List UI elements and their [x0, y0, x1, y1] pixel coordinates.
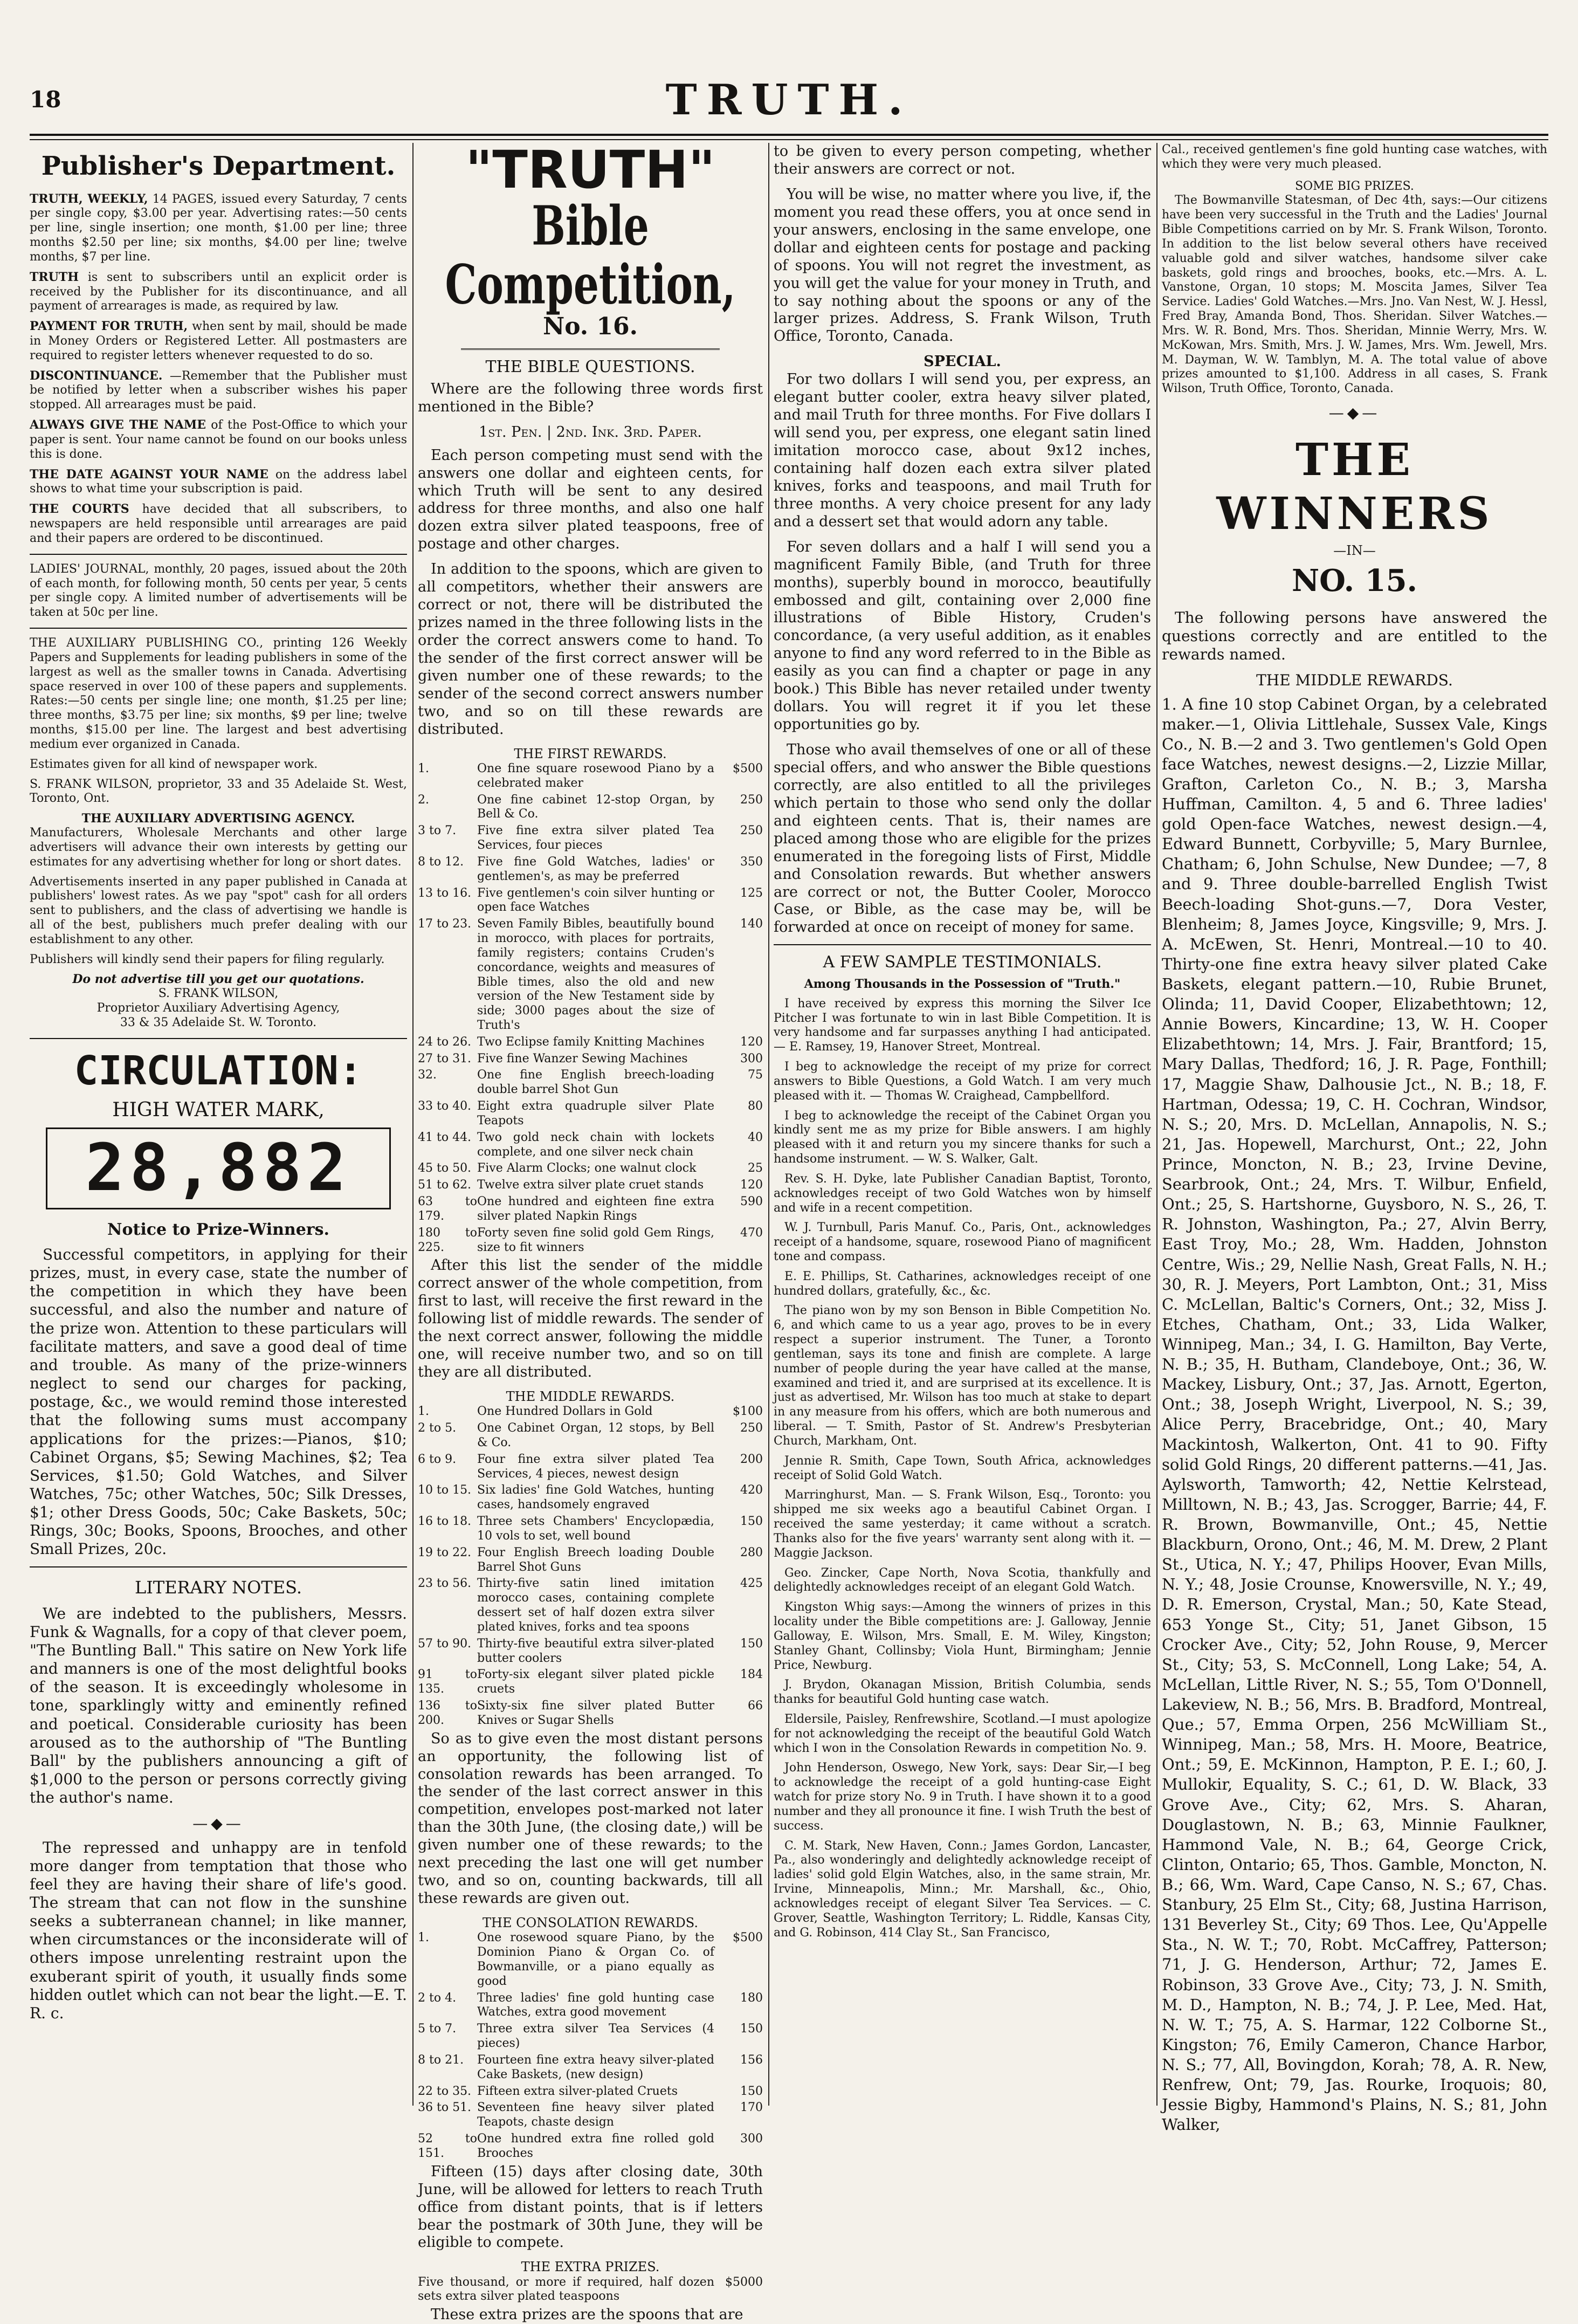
competition-body: Each person competing must send with the answers one dollar and eighteen cents, for which Truth will be sent to any desired address for three months, and also one half dozen extra silver plated teaspoons, free of postage and other charges.	[418, 446, 763, 553]
reward-description: Forty seven fine solid gold Gem Rings, size to fit winners	[477, 1226, 714, 1254]
reward-range: 22 to 35.	[418, 2084, 472, 2098]
testimonial-item: I have received by express this morning the Silver Ice Pitcher I was fortunate to win in last Bible Competition. It is very handsome and far surpasses anything I had anticipated. — E. Ramsey, 19, Hanover Street, Montreal.	[774, 996, 1151, 1054]
big-prizes-text: The Bowmanville Statesman, of Dec 4th, says:—Our citizens have been very successful in the Truth and the Ladies' Journal Bible Competitions carried on by Mr. S. Frank Wilson, Toronto. In addition to the list below several others have received valuable gold and silver watches, handsome silver cake baskets, gold rings and brooches, books, etc.—Mrs. A. L. Vanstone, Organ, 10 stops; M. Moscita James, Silver Tea Service. Ladies' Gold Watches.—Mrs. Jno. Van Nest, W. J. Hessl, Fred Bray, Amanda Bond, Thos. Sheridan. Silver Watches.—Mrs. W. R. Bond, Mrs. Thos. Sheridan, Minnie Werry, Mrs. W. McKowan, Mrs. Smith, Mrs. J. W. James, Mrs. Wm. Jewell, Mrs. M. Dayman, W. W. Tamblyn, M. A. The total value of above prizes amounted to $1,100. Address in all cases, S. Frank Wilson, Truth Office, Toronto, Canada.	[1162, 194, 1547, 396]
reward-amount: 80	[748, 1099, 763, 1113]
agency-title: THE AUXILIARY ADVERTISING AGENCY.	[81, 812, 355, 826]
reward-range: 17 to 23.	[418, 917, 472, 931]
page-number: 18	[30, 86, 61, 113]
reward-amount: $500	[733, 1931, 763, 1945]
reward-row	[418, 1195, 763, 1224]
reward-row	[418, 2085, 763, 2099]
reward-amount: $5000	[725, 2275, 763, 2289]
agency-signature: S. FRANK WILSON,	[158, 987, 279, 1001]
reward-row	[418, 1178, 763, 1193]
notice-item	[30, 270, 407, 314]
ladies-journal-notice: LADIES' JOURNAL, monthly, 20 pages, issued about the 20th of each month, for following month, 50 cents per year, 5 cents per single copy. A limited number of advertisements will be taken at 50c per line.	[30, 562, 407, 620]
reward-row	[418, 855, 763, 884]
reward-description: Six ladies' fine Gold Watches, hunting cases, handsomely engraved	[477, 1483, 714, 1512]
first-rewards-list	[418, 762, 763, 1255]
testimonial-item: W. J. Turnbull, Paris Manuf. Co., Paris, Ont., acknowledges receipt of a handsome, square, rosewood Piano of magnificent tone and compass.	[774, 1221, 1151, 1263]
column-rule	[1156, 143, 1157, 2106]
reward-description: One Cabinet Organ, 12 stops, by Bell & Co.	[477, 1421, 714, 1449]
testimonials-subtitle: Among Thousands in the Possession of "Truth."	[804, 977, 1121, 991]
reward-range: 24 to 26.	[418, 1035, 472, 1049]
consolation-intro: So as to give even the most distant persons an opportunity, the following list of consolation rewards has been arranged. To the sender of the last correct answer in this competition, envelopes post-marked not later than the 30th June, (the closing date,) will be given number one of these rewards; to the next preceding the last one will get number two, and so on, counting backwards, till all these rewards are given out.	[418, 1730, 763, 1907]
reward-range: 19 to 22.	[418, 1545, 472, 1559]
auxiliary-notice: THE AUXILIARY PUBLISHING CO., printing 126 Weekly Papers and Supplements for leading publishers in some of the largest as well as the smaller towns in Canada. Advertising space reserved in over 100 of these papers and supplements. Rates:—50 cents per single line; one month, $1.25 per line; three months, $3.75 per line; six months, $9 per line; twelve months, $15.00 per line. The largest and best advertising medium ever organized in Canada.	[30, 636, 407, 751]
reward-row	[418, 1699, 763, 1728]
winners-middle-title: THE MIDDLE REWARDS.	[1256, 671, 1453, 690]
reward-row	[418, 2053, 763, 2082]
reward-description: Four English Breech loading Double Barrel Shot Guns	[477, 1545, 714, 1574]
reward-description: One rosewood square Piano, by the Dominion Piano & Organ Co. of Bowmanville, or a piano equally as good	[477, 1931, 714, 1988]
reward-range: 51 to 62.	[418, 1178, 472, 1192]
reward-description: Five thousand, or more if required, half dozen sets extra silver plated teaspoons	[418, 2275, 714, 2304]
first-rewards-title: THE FIRST REWARDS.	[514, 746, 667, 761]
extra-prize-row	[418, 2275, 763, 2305]
agency-text: Advertisements inserted in any paper published in Canada at publishers' lowest rates. As we pay "spot" cash for all orders sent to publishers, and the class of advertising we handle is all of the best, publishers much prefer dealing with our establishment to any other.	[30, 875, 407, 946]
reward-amount: 120	[740, 1035, 763, 1049]
testimonials-title: A FEW SAMPLE TESTIMONIALS.	[823, 953, 1102, 972]
agency-signature: 33 & 35 Adelaide St. W. Toronto.	[120, 1015, 317, 1029]
reward-description: Thirty-five satin lined imitation morocco cases, containing complete dessert set of half dozen extra silver plated knives, forks and tea spoons	[477, 1577, 714, 1634]
reward-range: 1.	[418, 1931, 429, 1945]
reward-description: Three extra silver Tea Services (4 pieces)	[477, 2022, 714, 2051]
middle-intro: After this list the sender of the middle correct answer of the whole competition, from first to last, will receive the first reward in the following list of middle rewards. The sender of the next correct answer, following the middle one, will receive number two, and so on till they are all distributed.	[418, 1257, 763, 1381]
reward-row	[418, 1052, 763, 1067]
testimonial-item: Rev. S. H. Dyke, late Publisher Canadian Baptist, Toronto, acknowledges receipt of two Gold Watches won by himself and wife in a recent competition.	[774, 1172, 1151, 1215]
reward-range: 32.	[418, 1068, 437, 1082]
proprietor-notice: S. FRANK WILSON, proprietor, 33 and 35 Adelaide St. West, Toronto, Ont.	[30, 777, 407, 806]
prize-notice-text: Successful competitors, in applying for their prizes, must, in every case, state the number of the competition in which they have been successful, and also the number and nature of the prize won. Attention to these particulars will facilitate matters, and save a good deal of time and trouble. As many of the prize-winners neglect to send our charges for packing, postage, &c., we would remind those interested that the following sums must accompany applications for the prizes:—Pianos, $10; Cabinet Organs, $5; Sewing Machines, $2; Tea Services, $1.50; Gold Watches, and Silver Watches, 75c; other Watches, 50c; Silk Dresses, $1; other Dress Goods, 50c; Cake Baskets, 50c; Rings, 30c; Books, Spoons, Brooches, and other Small Prizes, 20c.	[30, 1245, 407, 1558]
notice-text: of the Post-Office to which your paper is sent. Your name cannot be found on our books unless this is done.	[30, 418, 407, 461]
reward-row	[418, 1099, 763, 1129]
reward-range: 1.	[418, 761, 429, 775]
column-rule	[768, 143, 769, 2106]
reward-range: 3 to 7.	[418, 824, 457, 838]
literary-text: The repressed and unhappy are in tenfold more danger from temptation that those who feel they are having their share of life's good. The stream that can not flow in the sunshine seeks a subterranean channel; in like manner, when circumstances or the inconsiderate will of others impose unrelenting restraint upon the exuberant spirit of youth, it usually finds some hidden outlet which can not bear the light.—E. T. R. c.	[30, 1838, 407, 2022]
reward-amount: 200	[740, 1452, 763, 1466]
reward-amount: 425	[740, 1577, 763, 1591]
testimonial-item: J. Brydon, Okanagan Mission, British Columbia, sends thanks for beautiful Gold hunting case watch.	[774, 1678, 1151, 1707]
testimonial-item: The piano won by my son Benson in Bible Competition No. 6, and which came to us a year ago, proves to be in every respect a superior instrument. The Tuner, a Toronto gentleman, says its tone and finish are complete. A large number of people during the year have called at the manse, examined and tried it, and are surprised at its excellence. It is just as advertised, Mr. Wilson has too much at stake to depart in any measure from his offers, which are both numerous and liberal. — T. Smith, Pastor of St. Andrew's Presbyterian Church, Markham, Ont.	[774, 1304, 1151, 1448]
notice-lead: PAYMENT FOR TRUTH,	[30, 319, 188, 334]
special-text: For two dollars I will send you, per express, an elegant butter cooler, extra heavy silver plated, and mail Truth for three months. For Five dollars I will send you, per express, one elegant satin lined imitation morocco case, about 9x12 inches, containing half dozen each extra silver plated knives, forks and teaspoons, and mail Truth for three months. A very choice present for any lady and a dessert set that would adorn any table.	[774, 371, 1151, 530]
reward-row	[418, 1577, 763, 1634]
column-rule	[412, 143, 414, 2106]
winners-intro: The following persons have answered the questions correctly and are entitled to the rewards named.	[1162, 608, 1547, 664]
reward-amount: 250	[740, 824, 763, 838]
notice-text: have decided that all subscribers, to newspapers are held responsible until arrearages are paid and their papers are ordered to be discontinued.	[30, 503, 408, 545]
agency-note: Do not advertise till you get our quotations.	[72, 972, 364, 987]
reward-amount: 300	[740, 1051, 763, 1065]
reward-row	[418, 1515, 763, 1544]
notice-text: on the address label shows to what time your subscription is paid.	[30, 467, 407, 496]
reward-amount: 150	[740, 2022, 763, 2036]
notice-item	[30, 192, 407, 265]
reward-range: 180 to 225.	[418, 1226, 477, 1254]
reward-row	[418, 1421, 763, 1450]
reward-description: Eight extra quadruple silver Plate Teapots	[477, 1099, 714, 1127]
reward-amount: 250	[740, 793, 763, 807]
estimates-notice: Estimates given for all kind of newspaper work.	[30, 757, 318, 771]
reward-description: One fine cabinet 12-stop Organ, by Bell & Co.	[477, 793, 714, 821]
reward-row	[418, 2022, 763, 2051]
masthead-rule	[30, 134, 1548, 140]
reward-description: Thirty-five beautiful extra silver-plated butter coolers	[477, 1637, 714, 1665]
reward-amount: 140	[740, 917, 763, 931]
reward-range: 2.	[418, 793, 429, 807]
reward-amount: 170	[740, 2101, 763, 2115]
divider	[30, 1566, 407, 1567]
column-offers	[774, 143, 1151, 2106]
reward-amount: 300	[740, 2132, 763, 2146]
reward-description: Three sets Chambers' Encyclopædia, 10 vols to set, well bound	[477, 1515, 714, 1543]
reward-range: 13 to 16.	[418, 886, 472, 900]
reward-range: 1.	[418, 1405, 429, 1419]
divider	[461, 348, 720, 350]
notice-text: 14 PAGES, issued every Saturday, 7 cents per single copy, $3.00 per year. Advertising rates:—50 cents per line, single insertion; one month, $1.00 per line; three months $2.50 per line; six months, $4.00 per line; twelve months, $7 per line.	[30, 192, 407, 264]
testimonial-item: Jennie R. Smith, Cape Town, South Africa, acknowledges receipt of Solid Gold Watch.	[774, 1454, 1151, 1482]
agency-text: Publishers will kindly send their papers for filing regularly.	[30, 952, 385, 966]
reward-description: Five fine extra silver plated Tea Services, four pieces	[477, 824, 714, 852]
bible-offer-text: For seven dollars and a half I will send you a magnificent Family Bible, (and Truth for three months), superbly bound in morocco, beautifully embossed and gilt, containing over 2,000 fine illustrations of Bible History, Cruden's concordance, (a very useful addition, as it enables anyone to find any word referred to in the Bible as easily as you can find a chapter or page in any book.) This Bible has never retailed under twenty dollars. You will regret it if you let these opportunities go by.	[774, 538, 1151, 733]
publishers-heading: Publisher's Department.	[41, 151, 396, 181]
reward-description: One Hundred Dollars in Gold	[477, 1405, 653, 1419]
reward-description: Seventeen fine heavy silver plated Teapots, chaste design	[477, 2101, 714, 2129]
reward-row	[418, 1546, 763, 1575]
literary-text: We are indebted to the publishers, Messrs. Funk & Wagnalls, for a copy of that clever poem, "The Buntling Ball." This satire on New York life and manners is one of the most delightful books of the season. It is exceedingly wholesome in tone, sparklingly witty and eminently refined and poetical. Considerable curiosity has been aroused as to the authorship of "The Buntling Ball" by the publishers announcing a gift of $1,000 to the person or persons correctly giving the author's name.	[30, 1604, 407, 1807]
reward-amount: 250	[740, 1421, 763, 1435]
continued-text: to be given to every person competing, whether their answers are correct or not.	[774, 143, 1151, 177]
reward-range: 6 to 9.	[418, 1452, 457, 1466]
big-prizes-title: SOME BIG PRIZES.	[1295, 179, 1414, 193]
reward-description: Two Eclipse family Knitting Machines	[477, 1035, 705, 1049]
agency-signature: Proprietor Auxiliary Advertising Agency,	[97, 1001, 340, 1015]
reward-description: Five Alarm Clocks; one walnut clock	[477, 1161, 697, 1175]
testimonial-item: Geo. Zincker, Cape North, Nova Scotia, thankfully and delightedly acknowledges receipt of an elegant Gold Watch.	[774, 1566, 1151, 1594]
reward-row	[418, 1991, 763, 2020]
questions-intro: Where are the following three words first mentioned in the Bible?	[418, 380, 763, 415]
extra-tail: These extra prizes are the spoons that are	[431, 2306, 743, 2323]
reward-range: 41 to 44.	[418, 1130, 472, 1144]
reward-amount: 150	[740, 2084, 763, 2098]
prize-notice-title: Notice to Prize-Winners.	[107, 1220, 329, 1240]
reward-range: 45 to 50.	[418, 1161, 472, 1175]
reward-amount: 150	[740, 1637, 763, 1651]
masthead: TRUTH.	[665, 75, 913, 125]
competition-title-truth: "TRUTH"	[465, 140, 715, 200]
consolation-rewards-title: THE CONSOLATION REWARDS.	[483, 1915, 698, 1931]
testimonial-item: C. M. Stark, New Haven, Conn.; James Gordon, Lancaster, Pa., also wonderingly and delightedly acknowledge receipt of ladies' solid gold Elgin Watches, also, in the same strain, Mr. Irvine, Minneapolis, Minn.; Mr. Marshall, &c., Ohio, acknowledges receipt of elegant Silver Tea Services. — C. Grover, Seattle, Washington Territory; L. Riddle, Kansas City, and G. Robinson, 414 Clay St., San Francisco,	[774, 1839, 1151, 1940]
reward-range: 5 to 7.	[418, 2022, 457, 2036]
notice-text: when sent by mail, should be made in Money Orders or Registered Letter. All postmasters are required to register letters whenever requested to do so.	[30, 320, 408, 362]
reward-range: 2 to 5.	[418, 1421, 457, 1435]
consolation-rewards-list	[418, 1931, 763, 2161]
divider	[30, 628, 407, 629]
notice-lead: TRUTH	[30, 270, 79, 284]
testimonial-item: I beg to acknowledge the receipt of the Cabinet Organ you kindly sent me as my prize for Bible answers. I am highly pleased with it and return you my sincere thanks for such a handsome instrument. — W. S. Walker, Galt.	[774, 1109, 1151, 1166]
reward-row	[418, 824, 763, 853]
testimonial-item: Kingston Whig says:—Among the winners of prizes in this locality under the Bible competitions are: J. Galloway, Jennie Galloway, E. Wilson, Mrs. Small, E. M. Wiley, Kingston; Stanley Ghant, Collinsby; Viola Hunt, Birmingham; Jennie Price, Newburg.	[774, 1600, 1151, 1672]
notice-item	[30, 319, 407, 363]
reward-range: 27 to 31.	[418, 1051, 472, 1065]
reward-amount: 125	[740, 886, 763, 900]
notice-text: —Remember that the Publisher must be notified by letter when a subscriber wishes his paper stopped. All arrearages must be paid.	[30, 369, 407, 412]
reward-row	[418, 1161, 763, 1176]
reward-row	[418, 1405, 763, 1419]
reward-amount: 120	[740, 1178, 763, 1192]
notice-item	[30, 467, 407, 497]
competition-body: In addition to the spoons, which are given to all competitors, whether their answers are correct or not, there will be distributed the prizes named in the three following lists in the order the correct answers come to hand. To the sender of the first correct answer will be given number one of these rewards; to the sender of the second correct answers number two, and so on till these rewards are distributed.	[418, 561, 763, 738]
notice-item	[30, 502, 407, 546]
bible-words: 1st. Pen. | 2nd. Ink. 3rd. Paper.	[479, 423, 702, 441]
reward-row	[418, 886, 763, 916]
circulation-subtitle: HIGH WATER MARK,	[112, 1099, 325, 1122]
notice-lead: DISCONTINUANCE.	[30, 368, 163, 383]
reward-amount: 150	[740, 1515, 763, 1529]
reward-amount: 75	[748, 1068, 763, 1082]
notice-lead: TRUTH, WEEKLY,	[30, 191, 148, 206]
reward-range: 23 to 56.	[418, 1577, 472, 1591]
reward-amount: 280	[740, 1545, 763, 1559]
reward-amount: 156	[740, 2053, 763, 2067]
winners-title: THE WINNERS	[1216, 434, 1493, 540]
reward-amount: $100	[733, 1405, 763, 1419]
reward-row	[418, 1931, 763, 1989]
reward-description: Five fine Wanzer Sewing Machines	[477, 1051, 688, 1065]
ornament-divider: —◆—	[192, 1814, 244, 1833]
notice-item	[30, 369, 407, 412]
reward-description: Five fine Gold Watches, ladies' or gentlemen's, as may be preferred	[477, 855, 714, 883]
closing-text: Fifteen (15) days after closing date, 30th June, will be allowed for letters to reach Truth office from distant points, that is if letters bear the postmark of 30th June, they will be eligible to compete.	[418, 2163, 763, 2251]
ornament-divider: —◆—	[1328, 404, 1381, 422]
notice-lead: ALWAYS GIVE THE NAME	[30, 418, 206, 432]
winners-number: NO. 15.	[1291, 562, 1418, 599]
reward-description: Three ladies' fine gold hunting case Watches, extra good movement	[477, 1991, 714, 2019]
offer-text: You will be wise, no matter where you live, if, the moment you read these offers, you at once send in your answers, enclosing in the same envelope, one dollar and eighteen cents for postage and packing of spoons. You will not regret the investment, as you will get the value for your money in Truth, and to say nothing about the spoons or any of the larger prizes. Address, S. Frank Wilson, Truth Office, Toronto, Canada.	[774, 185, 1151, 345]
testimonial-item: I beg to acknowledge the receipt of my prize for correct answers to Bible Questions, a Gold Watch. I am very much pleased with it. — Thomas W. Craighead, Campbellford.	[774, 1060, 1151, 1103]
column-winners	[1162, 143, 1547, 2134]
publisher-notices	[30, 192, 407, 1030]
notice-item	[30, 418, 407, 462]
reward-row	[418, 762, 763, 791]
agency-text: Manufacturers, Wholesale Merchants and other large advertisers will advance their own interests by getting our estimates for any advertising whether for long or short dates.	[30, 826, 407, 869]
reward-range: 8 to 21.	[418, 2053, 464, 2067]
special-title: SPECIAL.	[924, 353, 1001, 370]
reward-amount: 180	[740, 1991, 763, 2005]
reward-amount: 66	[748, 1699, 763, 1713]
reward-row	[418, 1483, 763, 1512]
reward-row	[418, 1226, 763, 1255]
reward-range: 10 to 15.	[418, 1483, 472, 1497]
competition-number: No. 16.	[543, 312, 638, 340]
circulation-title: CIRCULATION:	[74, 1047, 363, 1094]
testimonial-item: E. E. Phillips, St. Catharines, acknowledges receipt of one hundred dollars, gratefully, &c., &c.	[774, 1269, 1151, 1298]
reward-range: 33 to 40.	[418, 1099, 472, 1113]
reward-row	[418, 1637, 763, 1666]
reward-description: Sixty-six fine silver plated Butter Knives or Sugar Shells	[477, 1699, 714, 1727]
reward-description: Fourteen fine extra heavy silver-plated Cake Baskets, (new design)	[477, 2053, 714, 2081]
reward-amount: 184	[740, 1668, 763, 1682]
reward-row	[418, 1035, 763, 1050]
reward-range: 52 to 151.	[418, 2132, 477, 2160]
reward-row	[418, 1068, 763, 1097]
testimonial-item: Eldersile, Paisley, Renfrewshire, Scotland.—I must apologize for not acknowledging the receipt of the beautiful Gold Watch which I won in the Consolation Rewards in competition No. 9.	[774, 1713, 1151, 1755]
notice-lead: THE DATE AGAINST YOUR NAME	[30, 467, 268, 482]
reward-range: 136 to 200.	[418, 1699, 477, 1727]
reward-amount: $500	[733, 761, 763, 775]
middle-rewards-title: THE MIDDLE REWARDS.	[506, 1388, 675, 1404]
reward-amount: 420	[740, 1483, 763, 1497]
reward-description: Five gentlemen's coin silver hunting or open face Watches	[477, 886, 714, 915]
divider	[774, 944, 1151, 945]
reward-description: Fifteen extra silver-plated Cruets	[477, 2084, 678, 2098]
reward-range: 91 to 135.	[418, 1668, 477, 1696]
testimonial-item: John Henderson, Oswego, New York, says: Dear Sir,—I beg to acknowledge the receipt of a gold hunting-case Eight watch for prize story No. 9 in Truth. I have shown it to a good number and they all pronounce it fine. I wish Truth the best of success.	[774, 1761, 1151, 1833]
winners-in: —IN—	[1333, 543, 1376, 559]
winners-list: 1. A fine 10 stop Cabinet Organ, by a celebrated maker.—1, Olivia Littlehale, Sussex Vale, Kings Co., N. B.—2 and 3. Two gentlemen's Gold Open face Watches, newest designs.—2, Lizzie Millar, Grafton, Carleton Co., N. B.; 3, Marsha Huffman, Camilton. 4, 5 and 6. Three ladies' gold Open-face Watches, newest design.—4, Edward Bunnett, Corbyville; 5, Mary Burnlee, Chatham; 6, John Schulse, New Dundee; —7, 8 and 9. Three double-barrelled English Twist Beech-loading Shot-guns.—7, Dora Vester, Blenheim; 8, James Joyce, Kingsville; 9, Mrs. J. A. McEwen, St. Henri, Montreal.—10 to 40. Thirty-one fine extra heavy silver plated Cake Baskets, elegant pattern.—10, Rubie Brunet, Olinda; 11, David Cooper, Elizabethtown; 12, Annie Bowers, Kincardine; 13, W. H. Cooper Elizabethtown; 14, Mrs. J. Fair, Brantford; 15, Mary Dallas, Thedford; 16, J. R. Page, Fonthill; 17, Maggie Shaw, Dalhousie Jct., N. B.; 18, F. Hartman, Odessa; 19, C. H. Cochran, Windsor, N. S.; 20, Mrs. D. McLellan, Annapolis, N. S.; 21, Jas. Hopewell, Marchurst, Ont.; 22, John Prince, Moncton, N. B.; 23, Irvine Devine, Searbrook, Ont.; 24, Mrs. T. Wilbur, Enfield, Ont.; 25, S. Hartshorne, Guysboro, N. S., 26, T. R. Johnston, Washington, Pa.; 27, Alvin Berry, East Troy, Mo.; 28, Wm. Hadden, Johnston Centre, Wis.; 29, Nellie Nash, Great Falls, N. H.; 30, R. J. Meyers, Port Lambton, Ont.; 31, Miss C. McLellan, Baltic's Corners, Ont.; 32, Miss J. Etches, Chatham, Ont.; 33, Lida Walker, Winnipeg, Man.; 34, I. G. Hamilton, Bay Verte, N. B.; 35, H. Butham, Clandeboye, Ont.; 36, W. Mackey, Lisbury, Ont.; 37, Jas. Arnott, Egerton, Ont.; 38, Joseph Wright, Liverpool, N. S.; 39, Alice Perry, Bracebridge, Ont.; 40, Mary Mackintosh, Walkerton, Ont. 41 to 90. Fifty solid Gold Rings, 20 different patterns.—41, Jas. Aylsworth, Tamworth; 42, Nettie Kelrstead, Milltown, N. B.; 43, Jas. Scrogger, Barrie; 44, F. R. Brown, Bowmanville, Ont.; 45, Nettie Blackburn, Orono, Ont.; 46, M. M. Drew, 2 Plant St., Utica, N. Y.; 47, Philips Hoover, Evan Mills, N. Y.; 48, Josie Crounse, Knowersville, N. Y.; 49, D. R. Emerson, Crystal, Man.; 50, Kate Stead, 653 Yonge St., City; 51, Janet Gibson, 15 Crocker Ave., City; 52, John Rouse, 9, Mercer St., City; 53, S. McConnell, Long Lake; 54, A. McLellan, Little River, N. S.; 55, Tom O'Donnell, Lakeview, N. B.; 56, Mrs. B. Bradford, Montreal, Que.; 57, Emma Orpen, 256 McWilliam St., Winnipeg, Man.; 58, Mrs. H. Moore, Beatrice, Ont.; 59, E. McKinnon, Hampton, P. E. I.; 60, J. Mullokir, Equality, S. C.; 61, D. W. Black, 33 Grove Ave., City; 62, Mrs. S. Aharan, Douglastown, N. B.; 63, Minnie Faulkner, Hammond Vale, N. B.; 64, George Crick, Clinton, Ontario; 65, Thos. Gamble, Moncton, N. B.; 66, Wm. Ward, Cape Canso, N. S.; 67, Chas. Stanbury, 25 Elm St., City; 68, Justina Harrison, 131 Beverley St., City; 69 Thos. Lee, Qu'Appelle Sta., N. W. T.; 70, Robt. McCaffrey, Patterson; 71, J. G. Henderson, Arthur; 72, James E. Robinson, 33 Grove Ave., City; 73, J. N. Smith, M. D., Hampton, N. B.; 74, J. P. Lee, Med. Hat, N. W. T.; 75, A. S. Harmar, 122 Colborne St., Kingston; 76, Emily Cameron, Chance Harbor, N. S.; 77, All, Bovingdon, Korah; 78, A. R. New, Renfrew, Ont; 79, Jas. Rourke, Iroquois; 80, Jessie Bigby, Hammond's Plains, N. S.; 81, John Walker,	[1162, 695, 1547, 2134]
literary-title: LITERARY NOTES.	[134, 1577, 302, 1598]
reward-description: Twelve extra silver plate cruet stands	[477, 1178, 704, 1192]
testimonial-list	[774, 997, 1151, 1941]
reward-description: One hundred extra fine rolled gold Brooches	[477, 2132, 714, 2160]
reward-row	[418, 917, 763, 1033]
reward-description: Forty-six elegant silver plated pickle cruets	[477, 1668, 714, 1696]
questions-title: THE BIBLE QUESTIONS.	[485, 357, 695, 377]
reward-amount: 470	[740, 1226, 763, 1240]
column-publishers	[30, 143, 407, 2106]
circulation-number: 28,882	[46, 1127, 391, 1209]
competition-title: Bible Competition,	[445, 195, 736, 317]
reward-range: 63 to 179.	[418, 1195, 477, 1223]
reward-description: Four fine extra silver plated Tea Services, 4 pieces, newest design	[477, 1452, 714, 1481]
avail-text: Those who avail themselves of one or all of these special offers, and who answer the Bible questions correctly, are also entitled to all the privileges which pertain to those who send only the dollar and eighteen cents. That is, their names are placed among those who are eligible for the prizes enumerated in the foregoing lists of First, Middle and Consolation rewards. But whether answers are correct or not, the Butter Cooler, Morocco Case, or Bible, as the case may be, will be forwarded at once on receipt of money for same.	[774, 741, 1151, 936]
reward-row	[418, 2101, 763, 2130]
reward-row	[418, 1131, 763, 1160]
reward-range: 16 to 18.	[418, 1515, 472, 1529]
reward-range: 57 to 90.	[418, 1637, 472, 1651]
reward-description: One fine English breech-loading double barrel Shot Gun	[477, 1068, 714, 1097]
reward-amount: 350	[740, 855, 763, 869]
reward-row	[418, 1453, 763, 1482]
divider	[30, 554, 407, 555]
reward-description: One fine square rosewood Piano by a celebrated maker	[477, 761, 714, 790]
reward-range: 36 to 51.	[418, 2101, 472, 2115]
middle-rewards-list	[418, 1405, 763, 1728]
reward-amount: 40	[748, 1130, 763, 1144]
divider	[30, 1038, 407, 1039]
reward-range: 8 to 12.	[418, 855, 464, 869]
reward-amount: 590	[740, 1195, 763, 1209]
reward-amount: 25	[748, 1161, 763, 1175]
reward-row	[418, 1668, 763, 1697]
continued-text: Cal., received gentlemen's fine gold hunting case watches, with which they were very much pleased.	[1162, 143, 1547, 171]
extra-prizes-title: THE EXTRA PRIZES.	[521, 2259, 660, 2275]
reward-description: Seven Family Bibles, beautifully bound in morocco, with places for portraits, family registers; contains Cruden's concordance, weights and measures of Bible times, also the old and new version of the New Testament side by side; 3000 pages about the size of Truth's	[477, 917, 714, 1032]
reward-row	[418, 2132, 763, 2161]
reward-row	[418, 793, 763, 822]
reward-description: One hundred and eighteen fine extra silver plated Napkin Rings	[477, 1195, 714, 1223]
notice-text: is sent to subscribers until an explicit order is received by the Publisher for its discontinuance, and all payment of arrearages is made, as required by law.	[30, 270, 407, 313]
reward-description: Two gold neck chain with lockets complete, and one silver neck chain	[477, 1130, 714, 1159]
column-competition	[418, 140, 763, 2323]
reward-range: 2 to 4.	[418, 1991, 457, 2005]
notice-lead: THE COURTS	[30, 502, 129, 517]
testimonial-item: Marringhurst, Man. — S. Frank Wilson, Esq., Toronto: you shipped me six weeks ago a beautiful Cabinet Organ. I received the same yesterday; it came without a scratch. Thanks also for the five years' warranty sent along with it. — Maggie Jackson.	[774, 1488, 1151, 1560]
